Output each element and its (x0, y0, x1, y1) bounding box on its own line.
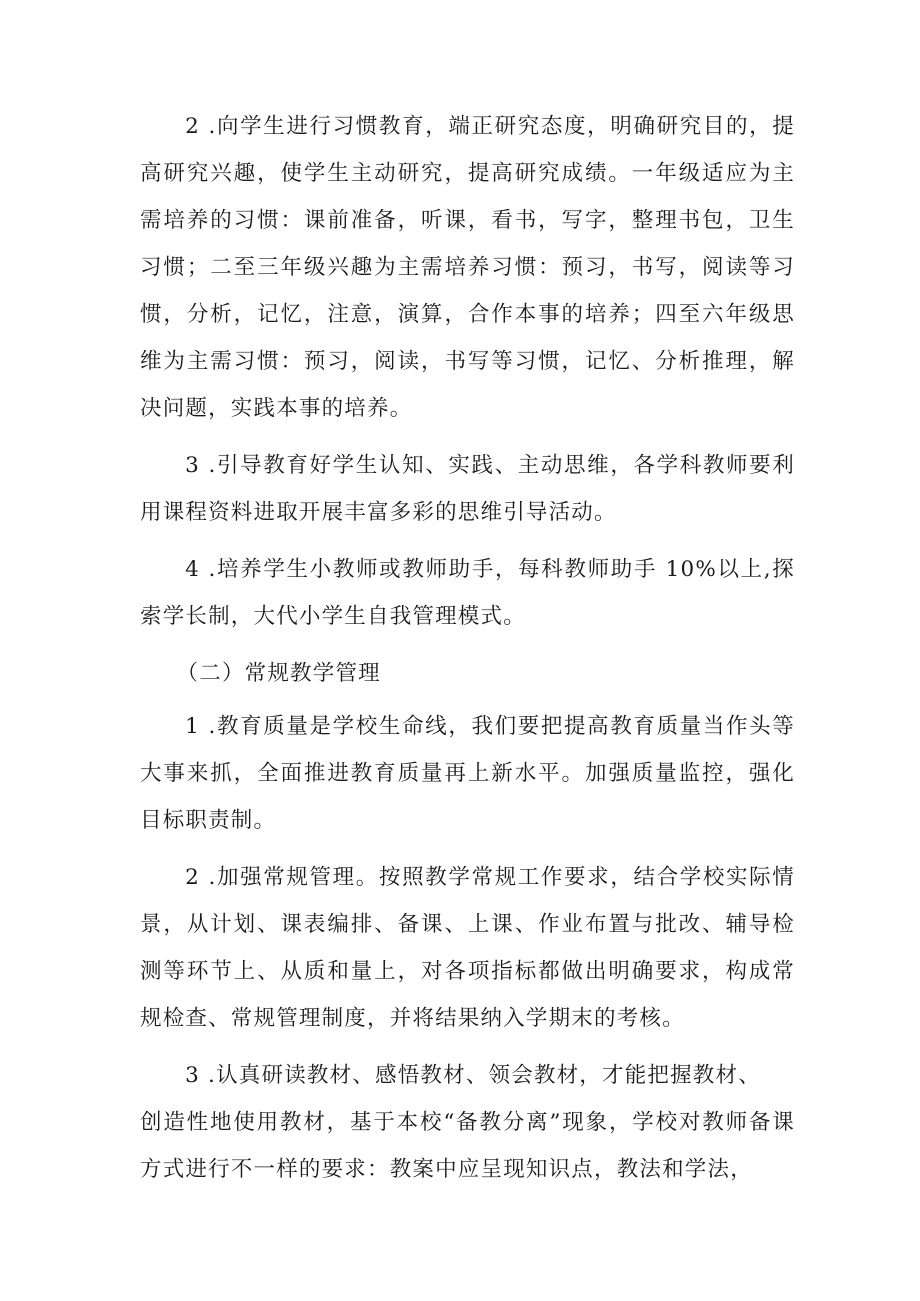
paragraph-education-quality: 1 .教育质量是学校生命线，我们要把提高教育质量当作头等大事来抓，全面推进教育质量再上新水平。加强质量监控，强化目标职责制。 (140, 714, 795, 833)
document-page (140, 103, 795, 1203)
paragraph-study-textbooks: 3 .认真研读教材、感悟教材、领会教材，才能把握教材、 (185, 1063, 761, 1088)
section-heading: （二）常规教学管理 (176, 661, 381, 686)
paragraph-study-textbooks-continued: 创造性地使用教材，基于本校“备教分离”现象，学校对教师备课方式进行不一样的要求：教案中应呈现知识点，教法和学法， (140, 1110, 795, 1182)
paragraph-student-assistants: 4 .培养学生小教师或教师助手，每科教师助手 10%以上,探索学长制，大代小学生自我管理模式。 (140, 557, 795, 629)
paragraph-habit-education: 2 .向学生进行习惯教育，端正研究态度，明确研究目的，提高研究兴趣，使学生主动研究，提高研究成绩。一年级适应为主需培养的习惯：课前准备，听课，看书，写字，整理书包，卫生习惯；二至三年级兴趣为主需培养习惯：预习，书写，阅读等习惯，分析，记忆，注意，演算，合作本事的培养；四至六年级思维为主需习惯：预习，阅读，书写等习惯，记忆、分析推理，解决问题，实践本事的培养。 (140, 114, 795, 421)
paragraph-routine-management: 2 .加强常规管理。按照教学常规工作要求，结合学校实际情景，从计划、课表编排、备课、上课、作业布置与批改、辅导检测等环节上、从质和量上，对各项指标都做出明确要求，构成常规检查、常规管理制度，并将结果纳入学期末的考核。 (140, 865, 795, 1031)
paragraph-thinking-guidance: 3 .引导教育好学生认知、实践、主动思维，各学科教师要利用课程资料进取开展丰富多彩的思维引导活动。 (140, 453, 795, 525)
